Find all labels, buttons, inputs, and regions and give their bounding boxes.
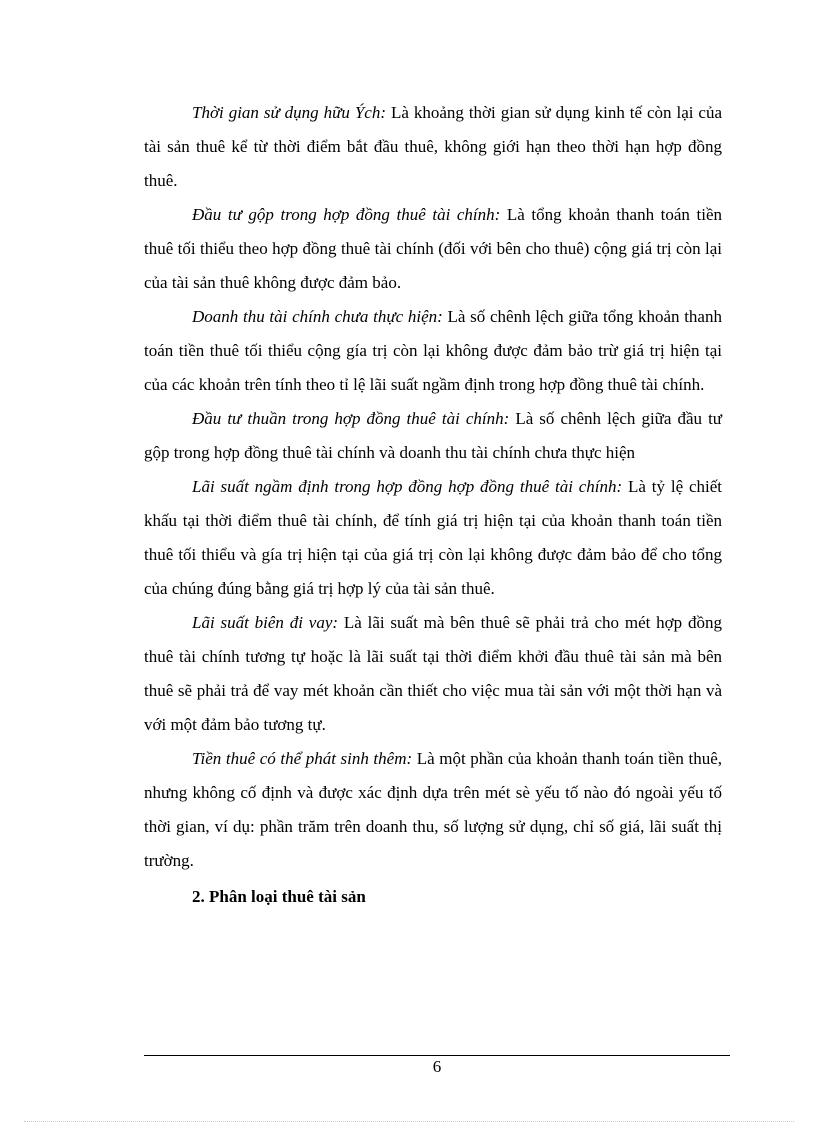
definition-paragraph — [144, 742, 722, 878]
definition-text: Là số chênh lệch giữa đầu tư gộp trong hợp đồng thuê tài chính và doanh thu tài chính chưa thực hiện — [144, 409, 723, 462]
definition-text: Là tỷ lệ chiết khấu tại thời điểm thuê tài chính, để tính giá trị hiện tại của khoản thanh toán tiền thuê tối thiểu và gía trị hiện tại của giá trị còn lại không được đảm bảo để cho tổng của chúng đúng bằng giá trị hợp lý của tài sản thuê. — [144, 477, 722, 598]
page-number: 6 — [432, 1057, 442, 1076]
definition-paragraph — [144, 198, 722, 300]
definition-text: Là tổng khoản thanh toán tiền thuê tối thiểu theo hợp đồng thuê tài chính (đối với bên cho thuê) cộng giá trị còn lại của tài sản thuê không được đảm bảo. — [144, 205, 722, 292]
definition-term: Tiền thuê có thể phát sinh thêm: — [192, 749, 413, 768]
definition-term: Đầu tư gộp trong hợp đồng thuê tài chính: — [192, 205, 501, 224]
definition-paragraph — [144, 402, 722, 470]
definition-text: Là khoảng thời gian sử dụng kinh tế còn lại của tài sản thuê kể từ thời điểm bắt đầu thuê, không giới hạn theo thời hạn hợp đồng thuê. — [144, 103, 722, 190]
definition-paragraph — [144, 96, 722, 198]
definition-term: Thời gian sử dụng hữu Ých: — [192, 103, 387, 122]
definition-term: Đầu tư thuần trong hợp đồng thuê tài chính: — [192, 409, 510, 428]
page-bottom-border — [24, 1121, 794, 1122]
definition-paragraph — [144, 470, 722, 606]
section-heading: 2. Phân loại thuê tài sản — [192, 887, 366, 906]
definition-term: Lãi suất biên đi vay: — [192, 613, 339, 632]
document-body — [144, 96, 722, 914]
definition-paragraph — [144, 606, 722, 742]
definition-text: Là số chênh lệch giữa tổng khoản thanh toán tiền thuê tối thiểu cộng gía trị còn lại không được đảm bảo trừ giá trị hiện tại của các khoản trên tính theo tỉ lệ lãi suất ngầm định trong hợp đồng thuê tài chính. — [144, 307, 722, 394]
definition-text: Là một phần của khoản thanh toán tiền thuê, nhưng không cố định và được xác định dựa trên mét sè yếu tố nào đó ngoài yếu tố thời gian, ví dụ: phần trăm trên doanh thu, số lượng sử dụng, chỉ số giá, lãi suất thị trường. — [144, 749, 722, 870]
definition-term: Doanh thu tài chính chưa thực hiện: — [192, 307, 443, 326]
definition-text: Là lãi suất mà bên thuê sẽ phải trả cho mét hợp đồng thuê tài chính tương tự hoặc là lãi suất tại thời điểm khởi đầu thuê tài sản mà bên thuê sẽ phải trả để vay mét khoản cần thiết cho việc mua tài sản với một thời hạn và với một đảm bảo tương tự. — [144, 613, 722, 734]
definition-term: Lãi suất ngầm định trong hợp đồng hợp đồng thuê tài chính: — [192, 477, 623, 496]
definition-paragraph — [144, 300, 722, 402]
